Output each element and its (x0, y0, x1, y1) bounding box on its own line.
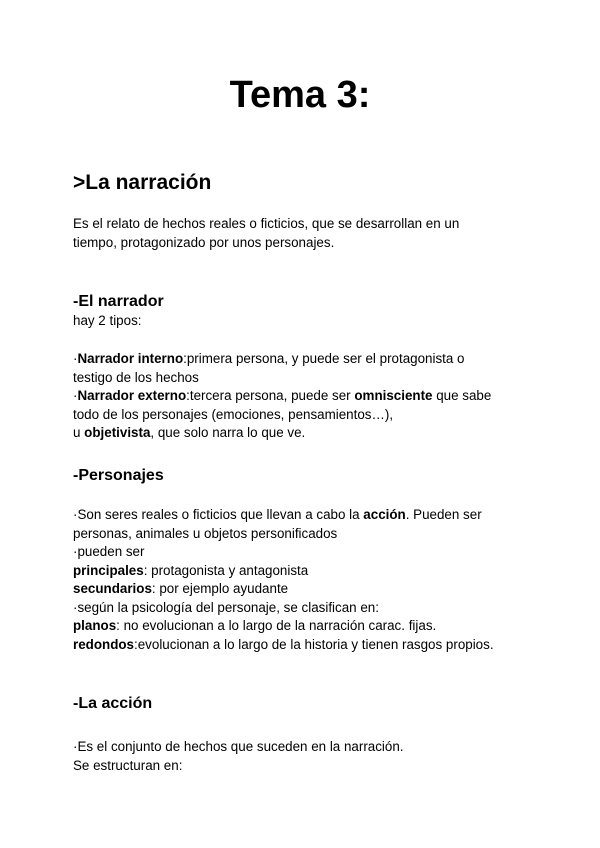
bullet-prefix: · (73, 388, 78, 403)
narrador-externo-line (73, 387, 543, 406)
narracion-line-1: Es el relato de hechos reales o ficticios, que se desarrollan en un (73, 216, 460, 231)
paragraph-personajes (73, 506, 543, 654)
principales-line (73, 562, 543, 581)
term-narrador-interno: Narrador interno (77, 351, 184, 366)
personajes-line-1 (73, 506, 543, 525)
heading-narracion: >La narración (73, 171, 212, 194)
term-accion: acción (363, 507, 406, 522)
narrador-intro: hay 2 tipos: (73, 313, 142, 328)
narrador-interno-line-2: testigo de los hechos (73, 369, 199, 385)
objetivista-line (73, 424, 543, 443)
term-objetivista: objetivista (84, 425, 151, 440)
omnisciente-text: que sabe (432, 388, 492, 403)
accion-line-1: ·Es el conjunto de hechos que suceden en la narración. (73, 739, 404, 754)
term-principales: principales (73, 562, 144, 578)
heading-personajes: -Personajes (73, 467, 164, 484)
paragraph-accion (73, 738, 543, 775)
narrador-interno-text: :primera persona, y puede ser el protagonista o (183, 351, 465, 366)
heading-narrador: -El narrador (73, 293, 164, 310)
heading-accion: -La acción (73, 695, 153, 712)
narrador-interno-line (73, 350, 543, 369)
personajes-line-1-end: . Pueden ser (405, 507, 482, 522)
objetivista-text: , que solo narra lo que ve. (150, 425, 306, 440)
paragraph-narracion (73, 215, 543, 252)
accion-line-2: Se estructuran en: (73, 757, 183, 773)
term-secundarios: secundarios (73, 581, 152, 596)
narracion-line-2: tiempo, protagonizado por unos personajes. (73, 234, 335, 250)
planos-line (73, 617, 543, 636)
objetivista-prefix: u (73, 425, 85, 440)
secundarios-text: : por ejemplo ayudante (151, 581, 289, 596)
personajes-line-1-text: ·Son seres reales o ficticios que llevan a cabo la (73, 507, 364, 522)
narrador-externo-text: :tercera persona, puede ser (186, 388, 355, 403)
narrador-externo-line-2: todo de los personajes (emociones, pensamientos…), (73, 406, 394, 422)
term-narrador-externo: Narrador externo (77, 388, 187, 403)
paragraph-narrador-tipos (73, 350, 543, 443)
secundarios-line (73, 580, 543, 599)
personajes-line-3: ·pueden ser (73, 544, 145, 559)
principales-text: : protagonista y antagonista (143, 562, 309, 578)
bullet-prefix: · (73, 351, 78, 366)
term-redondos: redondos (73, 636, 135, 652)
term-omnisciente: omnisciente (354, 388, 433, 403)
psicologia-line: ·según la psicología del personaje, se clasifican en: (73, 599, 379, 615)
personajes-line-2: personas, animales u objetos personificados (73, 525, 338, 541)
term-planos: planos (73, 618, 117, 633)
planos-text: : no evolucionan a lo largo de la narración carac. fijas. (116, 618, 437, 633)
page-title: Tema 3: (229, 74, 371, 116)
redondos-line (73, 636, 543, 655)
paragraph-narrador-intro (73, 312, 543, 331)
redondos-text: :evolucionan a lo largo de la historia y tienen rasgos propios. (134, 636, 494, 652)
